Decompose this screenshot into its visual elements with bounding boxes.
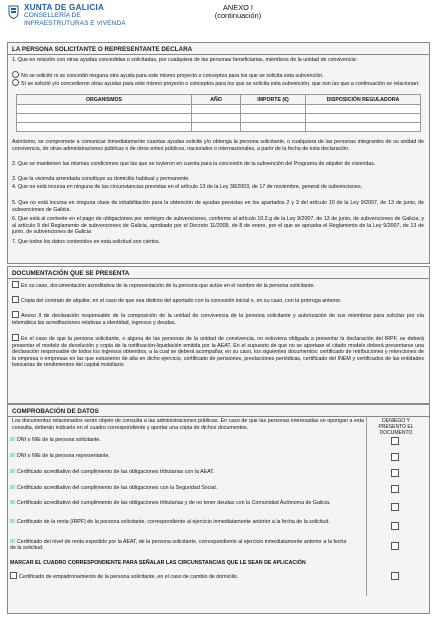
deny-checkbox-galicia[interactable]	[391, 503, 399, 511]
page-header	[8, 2, 428, 40]
verify-label: Certificado acreditativo del cumplimiento de las obligaciones con la Seguridad Social.	[16, 485, 218, 491]
table-row[interactable]	[17, 114, 421, 123]
aids-table	[16, 94, 421, 132]
option-yes-aid[interactable]	[12, 79, 424, 88]
deny-column-header: DENIEGO Y PRESENTO EL DOCUMENTO	[378, 418, 414, 436]
declaration-item-3: 3. Que la vivienda arrendada constituye su domicilio habitual y permanente.	[12, 176, 190, 182]
verify-row-empadronamiento	[10, 572, 350, 580]
checked-mark-icon: ☒	[10, 469, 15, 475]
verify-label: Certificado de la renta (IRPF) de la persona solicitante, correspondiente al ejercicio inmediatamente anterior a la fecha de la solicitud.	[16, 519, 330, 525]
documentation-title: DOCUMENTACIÓN QUE SE PRESENTA	[12, 270, 130, 277]
verify-label: DNI o NIE de la persona solicitante.	[16, 437, 101, 443]
verify-label: Certificado del nivel de renta expedido por la AEAT, de la persona solicitante, correspondiente al ejercicio inmediatamente anterior a la fecha de la solicitud.	[10, 539, 347, 552]
declaration-item-5: 5. Que no está incursa en ninguna clase de inhabilitación para la obtención de ayudas previstas en los apartados 2 y 3 del artículo 10 de la Ley 9/2007, de 13 de junio, de subvenciones de Galicia.	[12, 200, 424, 213]
verify-label: Certificado acreditativo del cumplimiento de las obligaciones tributarias con la AEAT.	[16, 469, 215, 475]
declaration-title: LA PERSONA SOLICITANTE O REPRESENTANTE DECLARA	[12, 46, 193, 53]
doc-item-representation[interactable]	[12, 281, 424, 290]
checked-mark-icon: ☒	[10, 437, 15, 443]
documentation-section	[7, 266, 430, 404]
declaration-section	[7, 42, 430, 264]
checkbox-doc-contract[interactable]	[12, 296, 19, 303]
doc-representation-label: En su caso, documentación acreditativa de la representación de la persona que actúe en el nombre de la persona solicitante.	[21, 283, 315, 289]
col-anio: AÑO	[192, 95, 241, 105]
org-line-1: XUNTA DE GALICIA	[24, 3, 105, 12]
annex-title	[188, 4, 288, 21]
deny-checkbox-dni-solicitante[interactable]	[391, 437, 399, 445]
verification-intro: Los documentos relacionados serán objeto de consulta a las administraciones públicas. En caso de que las personas interesadas se opongan a esta consulta, deberán indicarlo en el cuadro correspondiente y aportar una copia de dichos documentos.	[12, 418, 364, 431]
org-line-2: CONSELLERÍA DE	[24, 12, 81, 19]
data-verification-section	[7, 404, 430, 614]
xunta-logo-icon	[8, 5, 19, 19]
doc-irpf-label: En el caso de que la persona solicitante, o alguna de las personas de la unidad de convivencia, no estuviera obligada a presentar la declaración del IRPF, se deberá presentar el modelo de devolución y copia de la notificación-liquidación emitida por la AEAT. En el supuesto de que no se aportase el citado modelo deberá presentarse una declaración responsable de todos los ingresos obtenidos, a la cual se deberá acompañar, en su caso, los siguientes documentos: certificado de retribuciones y retenciones de la empresa o empresas en las que estuvieron de alta en dicho ejercicio, certificado de pensiones, prestaciones periódicas, certificado del INEM y certificados de las entidades bancarias de rendimientos del capital mobiliario.	[12, 336, 424, 368]
org-line-3: INFRAESTRUTURAS E VIVENDA	[24, 19, 126, 27]
deny-checkbox-nivel-renta[interactable]	[391, 542, 399, 550]
radio-yes-aid[interactable]	[12, 79, 19, 86]
checkbox-doc-irpf[interactable]	[12, 334, 19, 341]
declaration-item-1: 1. Que en relación con otras ayudas concedidas o solicitadas, por cualquiera de las personas beneficiarias, miembros de la unidad de convivencia:	[12, 57, 358, 63]
radio-no-aid[interactable]	[12, 71, 19, 78]
verify-label: DNI o NIE de la persona representante.	[16, 453, 110, 459]
verify-row-galicia	[10, 500, 350, 506]
option-no-aid-label: No se solicitó ni se concedió ninguna otra ayuda para este mismo proyecto o conceptos para los que se solicita esta subvención.	[21, 73, 324, 79]
verify-label: Certificado acreditativo del cumplimiento de las obligaciones tributarias y de no tener deudas con la Comunidad Autónoma de Galicia.	[16, 500, 331, 506]
declaration-item-2: 2. Que se mantienen las mismas condiciones que las que se tuvieron en cuenta para la concesión de la subvención del Programa de alquiler de viviendas.	[12, 161, 376, 167]
doc-annex2-label: Anexo II de declaración responsable de la composición de la unidad de convivencia de la persona solicitante y autorización de sus miembros para solicitar por vía telemática las acreditaciones relativas a identidad, ingresos y deudas.	[12, 313, 424, 326]
checked-mark-icon: ☒	[10, 539, 15, 545]
declaration-item-7: 7. Que todos los datos contenidos en esta solicitud son ciertos.	[12, 239, 161, 245]
verify-row-dni-solicitante	[10, 437, 350, 443]
checked-mark-icon: ☒	[10, 485, 15, 491]
verification-title: COMPROBACIÓN DE DATOS	[12, 408, 99, 415]
col-disposicion: DISPOSICIÓN REGULADORA	[306, 95, 421, 105]
checkbox-doc-representation[interactable]	[12, 281, 19, 288]
doc-item-contract[interactable]	[12, 296, 424, 305]
declaration-item-6: 6. Que está al corriente en el pago de obligaciones por reintegro de subvenciones, conforme al artículo 10.2.g de la Ley 9/2007, de 13 de junio, de subvenciones de Galicia, y al artículo 9 del Reglamento de subvenciones de Galicia, aprobado por el Decreto 11/2009, de 8 de enero, por el que se aprueba el Reglamento de la Ley 9/2007, de 13 de junio, de subvenciones de Galicia	[12, 216, 424, 235]
table-row[interactable]	[17, 105, 421, 114]
annex-title-main: ANEXO I	[223, 3, 253, 12]
verify-row-nivel-renta	[10, 539, 350, 552]
checkbox-doc-annex2[interactable]	[12, 311, 19, 318]
verify-label: Certificado de empadronamiento de la persona solicitante, en el caso de cambio de domicilio.	[19, 574, 239, 580]
commitment-text: Asimismo, se compromete a comunicar inmediatamente cuantas ayudas solicite y/o obtenga la persona solicitante, o cualquiera de las personas integrantes de su unidad de convivencia, de otras administraciones públicas o de otros entes públicos, nacionales o internacionales, a partir de la fecha de esta declaración.	[12, 139, 424, 152]
col-organismos: ORGANISMOS	[17, 95, 192, 105]
checked-mark-icon: ☒	[10, 500, 15, 506]
checked-mark-icon: ☒	[10, 453, 15, 459]
deny-checkbox-dni-representante[interactable]	[391, 453, 399, 461]
verify-row-aeat	[10, 469, 350, 475]
verify-row-seguridad-social	[10, 485, 350, 491]
deny-checkbox-empadronamiento[interactable]	[391, 572, 399, 580]
deny-checkbox-seguridad-social[interactable]	[391, 485, 399, 493]
declaration-item-4: 4. Que no está incursa en ninguna de las circunstancias previstas en el artículo 13 de la Ley 38/2003, de 17 de noviembre, general de subvenciones.	[12, 184, 363, 190]
annex-title-sub: (continuación)	[214, 11, 262, 21]
doc-item-annex2[interactable]	[12, 311, 424, 326]
doc-contract-label: Copia del contrato de alquiler, en el caso de que sea distinto del aportado con la concesión inicial o, en su caso, con la prórroga anterior.	[21, 298, 342, 304]
checkbox-empadronamiento[interactable]	[10, 572, 17, 579]
organization-name	[24, 3, 126, 27]
verify-row-dni-representante	[10, 453, 350, 459]
option-yes-aid-label: Sí se solicitó y/o concedieron otras ayudas para este mismo proyecto o conceptos para los que se solicita esta subvención, que son las que a continuación se relacionan:	[21, 81, 420, 87]
checked-mark-icon: ☒	[10, 519, 15, 525]
deny-checkbox-aeat[interactable]	[391, 469, 399, 477]
col-importe: IMPORTE (€)	[241, 95, 306, 105]
doc-item-irpf[interactable]	[12, 334, 424, 369]
circumstances-header: MARCAR EL CUADRO CORRESPONDIENTE PARA SEÑALAR LAS CIRCUNSTANCIAS QUE LE SEAN DE APLICACIÓN	[10, 560, 306, 566]
deny-checkbox-irpf[interactable]	[391, 522, 399, 530]
table-row[interactable]	[17, 123, 421, 132]
verify-row-irpf	[10, 519, 350, 525]
